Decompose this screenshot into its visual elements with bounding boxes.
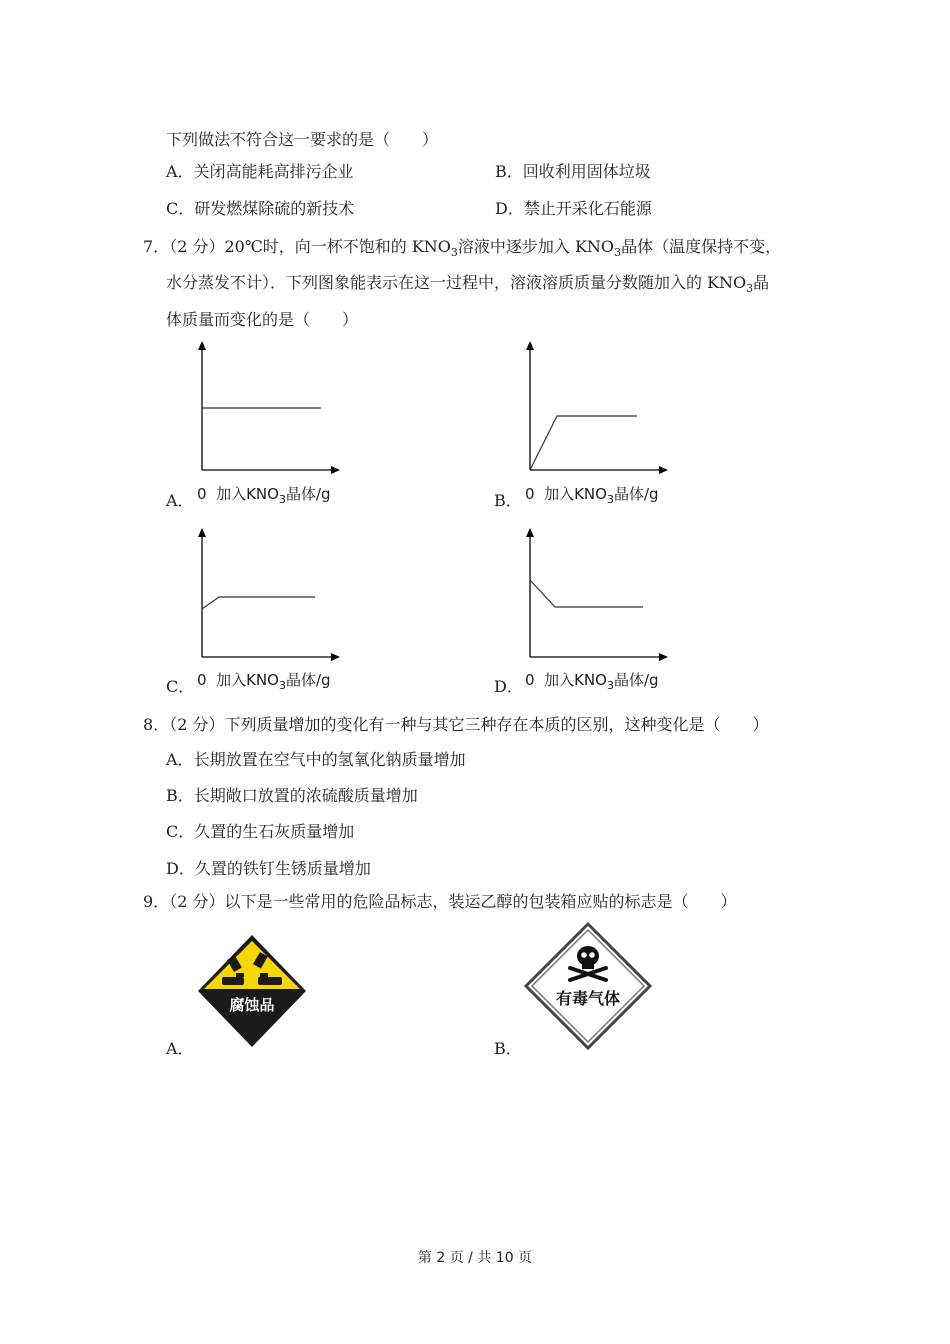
graph-a-caption: 0 加入$KNO_3$晶体/g [197, 485, 331, 506]
graph-b-caption: 0 加入$KNO_3$晶体/g [525, 485, 659, 506]
page-footer: 第 2 页 / 共 10 页 [417, 1250, 533, 1266]
graph-d-letter: D． [494, 677, 523, 696]
graph-c-caption: 0 加入$KNO_3$晶体/g [197, 671, 331, 692]
q7-line-3: 体质量而变化的是（ ） [166, 310, 359, 329]
graph-b-letter: B． [494, 491, 522, 510]
q7-line-2: 水分蒸发不计）．下列图象能表示在这一过程中，溶液溶质质量分数随加入的 $KNO_3$晶 [166, 273, 770, 296]
q9-option-a-letter: A． [166, 1039, 194, 1058]
q6-option-d: D．禁止开采化石能源 [495, 199, 652, 218]
q8-option-d: D．久置的铁钉生锈质量增加 [166, 859, 371, 878]
q9-score: （2 分） [169, 892, 225, 911]
q6-option-c: C．研发燃煤除硫的新技术 [166, 199, 355, 218]
graph-a-letter: A． [166, 491, 194, 510]
corrosive-sign [196, 933, 308, 1049]
q7-number: 7． [143, 237, 170, 256]
q8-option-c: C．久置的生石灰质量增加 [166, 822, 355, 841]
q6-option-b: B．回收利用固体垃圾 [495, 162, 651, 181]
toxic-gas-sign-label: 有毒气体 [555, 989, 621, 1008]
corrosive-sign-label: 腐蚀品 [229, 996, 275, 1014]
q8-option-a: A．长期放置在空气中的氢氧化钠质量增加 [166, 750, 466, 769]
q9-option-b-letter: B． [494, 1039, 522, 1058]
graph-c-letter: C． [166, 677, 195, 696]
q9-number: 9． [143, 892, 170, 911]
graph-d-y-arrow [526, 528, 534, 537]
q7-score: （2 分） [169, 237, 225, 256]
q6-option-a: A．关闭高能耗高排污企业 [166, 162, 354, 181]
q8-score: （2 分） [169, 715, 225, 734]
q6-prompt: 下列做法不符合这一要求的是（ ） [166, 130, 439, 149]
graph-d-x-arrow [659, 653, 668, 661]
q8-option-b: B．长期敞口放置的浓硫酸质量增加 [166, 786, 418, 805]
q9-stem: 9．（2 分）以下是一些常用的危险品标志，装运乙醇的包装箱应贴的标志是（ ） [143, 892, 737, 911]
q7-line-1: 7．（2 分）20℃时，向一杯不饱和的 $KNO_3$溶液中逐步加入 $KNO_3$晶体（温度保持不变， [143, 237, 782, 260]
graph-d-caption: 0 加入$KNO_3$晶体/g [525, 671, 659, 692]
graph-d-curve [530, 580, 643, 607]
q8-number: 8． [143, 715, 170, 734]
toxic-gas-sign [524, 922, 652, 1050]
q8-stem: 8．（2 分）下列质量增加的变化有一种与其它三种存在本质的区别，这种变化是（ ） [143, 715, 769, 734]
